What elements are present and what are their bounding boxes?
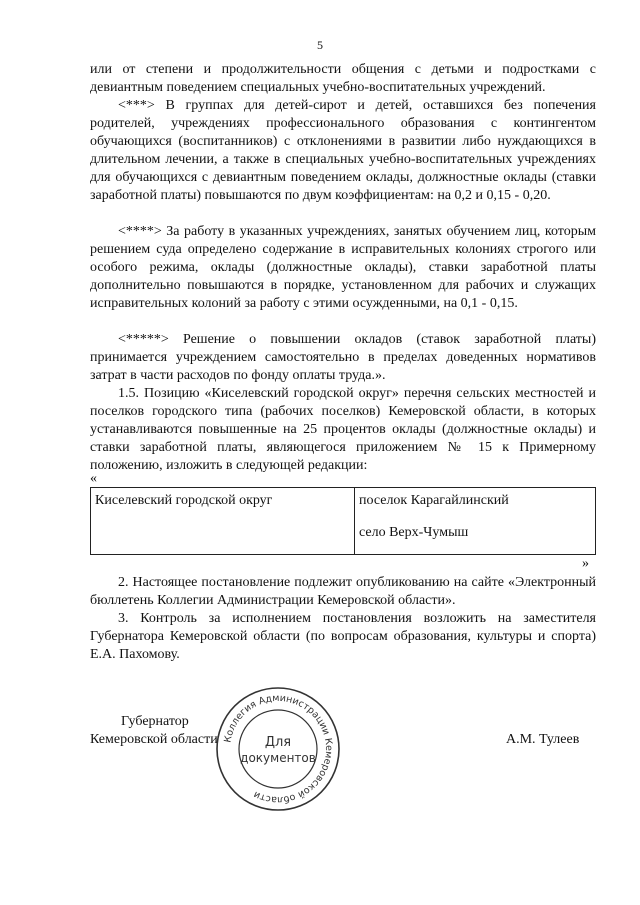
localities-table <box>90 487 596 555</box>
opening-quote: « <box>90 471 97 486</box>
stamp-center-line2: документов <box>240 751 316 765</box>
page-number: 5 <box>317 38 323 52</box>
table-row <box>91 488 596 555</box>
signatory-title: Губернатор <box>121 714 189 729</box>
footnote-4-paragraph: <****> За работу в указанных учреждениях, занятых обучением лиц, которым решением суда определено содержание в исправительных колониях строгого или особого режима, оклады (должностные оклады), ставки заработной платы дополнительно повышаются в порядке, установленном для рабочих и служащих исправительных колоний за работу с этими осужденными, на 0,1 - 0,15. <box>90 224 596 311</box>
closing-quote: » <box>582 556 589 571</box>
item-2-paragraph: 2. Настоящее постановление подлежит опубликованию на сайте «Электронный бюллетень Коллегии Администрации Кемеровской области». <box>90 575 596 608</box>
paragraph-continuation: или от степени и продолжительности общения с детьми и подростками с девиантным поведением специальных учебно-воспитательных учреждений. <box>90 62 596 95</box>
stamp-center-line1: Для <box>264 735 292 750</box>
item-1-5-paragraph: 1.5. Позицию «Киселевский городской округ» перечня сельских местностей и поселков городского типа (рабочих поселков) Кемеровской области, в которых устанавливаются повышенные на 25 процентов оклады (должностные оклады) и ставки заработной платы, являющегося приложением № 15 к Примерному положению, изложить в следующей редакции: <box>90 386 596 473</box>
footnote-5-paragraph: <*****> Решение о повышении окладов (ставок заработной платы) принимается учреждением самостоятельно в пределах доведенных нормативов затрат в части расходов по фонду оплаты труда.». <box>90 332 596 383</box>
localities-cell <box>355 488 596 555</box>
footnote-3-paragraph: <***> В группах для детей-сирот и детей, оставшихся без попечения родителей, учреждениях профессионального образования с контингентом обучающихся (воспитанников) с отклонениями в развитии либо нуждающихся в длительном лечении, а также в специальных учебно-воспитательных учреждениях для обучающихся с девиантным поведением оклады, должностные оклады (ставки заработной платы) повышаются по двум коэффициентам: на 0,2 и 0,15 - 0,20. <box>90 98 596 203</box>
item-3-paragraph: 3. Контроль за исполнением постановления возложить на заместителя Губернатора Кемеровской области (по вопросам образования, культуры и спорта) Е.А. Пахомову. <box>90 611 596 662</box>
signatory-name: А.М. Тулеев <box>506 732 580 747</box>
locality-item: поселок Карагайлинский <box>359 493 509 508</box>
official-stamp <box>213 684 343 814</box>
locality-item: село Верх-Чумыш <box>359 525 469 540</box>
district-cell: Киселевский городской округ <box>91 488 355 555</box>
stamp-ring-text: Коллегия Администрации Кемеровской области <box>222 692 335 806</box>
signatory-region: Кемеровской области <box>90 732 218 747</box>
